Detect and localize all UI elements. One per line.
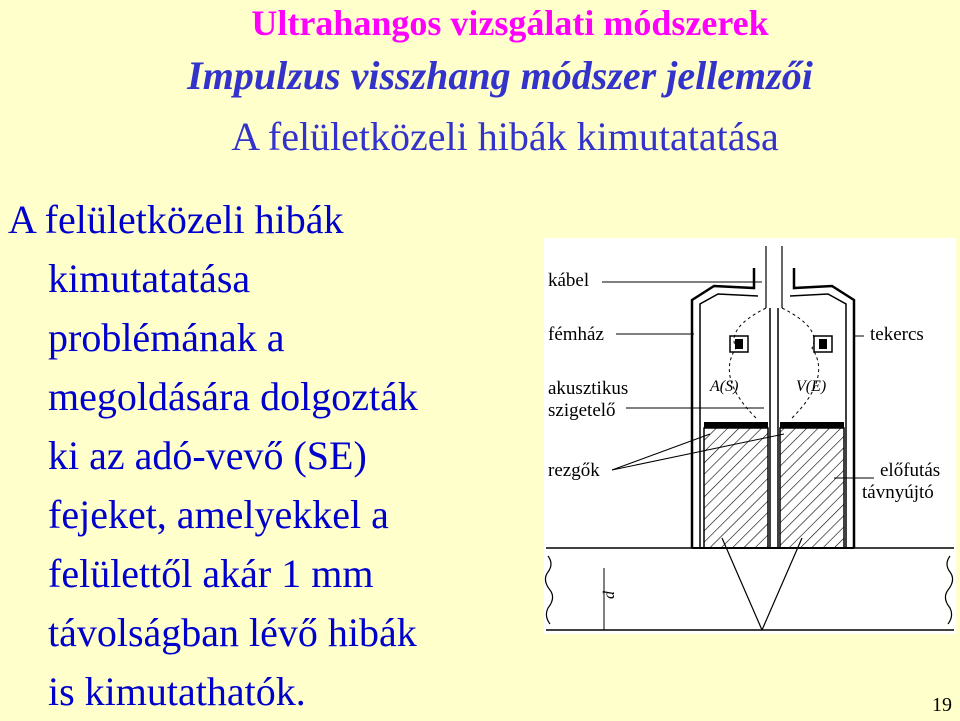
body-line: kimutatatása (48, 256, 251, 301)
body-line: ki az adó-vevő (SE) (48, 433, 367, 478)
body-paragraph (8, 190, 528, 721)
delay-block-right (780, 428, 844, 548)
label-transducers: rezgők (548, 460, 600, 481)
cable-entry (766, 246, 782, 308)
label-receiver: V(E) (796, 378, 827, 395)
label-transmitter: A(S) (710, 378, 739, 395)
delay-block-left (704, 428, 768, 548)
label-insulator-1: akusztikus (548, 378, 629, 399)
label-housing: fémház (548, 324, 604, 345)
coil-left (730, 336, 748, 352)
label-cable: kábel (548, 270, 590, 291)
label-coil: tekercs (870, 324, 924, 345)
acoustic-separator (770, 308, 778, 548)
slide-subtitle: Impulzus visszhang módszer jellemzői (187, 53, 813, 98)
page-number: 19 (932, 694, 952, 716)
body-line: megoldására dolgozták (48, 374, 418, 419)
label-delay-2: távnyújtó (862, 482, 934, 503)
se-probe-diagram (544, 238, 956, 634)
label-delay-1: előfutás (880, 460, 941, 481)
body-line: A felületközeli hibák (8, 197, 344, 242)
crystal-right (780, 422, 844, 428)
slide-heading: A felületközeli hibák kimutatatása (231, 114, 779, 159)
coil-right (814, 336, 832, 352)
crystal-left (704, 422, 768, 428)
label-insulator-2: szigetelő (548, 400, 616, 421)
body-line: fejeket, amelyekkel a (48, 492, 389, 537)
sound-beam (604, 538, 802, 630)
body-line: is kimutathatók. (48, 669, 306, 714)
workpiece (545, 548, 954, 630)
body-line: problémának a (48, 315, 285, 360)
body-line: felülettől akár 1 mm (48, 551, 374, 596)
label-depth: d (601, 591, 618, 599)
probe-drawing (544, 238, 956, 634)
body-line: távolságban lévő hibák (48, 610, 417, 655)
slide-title: Ultrahangos vizsgálati módszerek (251, 3, 769, 43)
